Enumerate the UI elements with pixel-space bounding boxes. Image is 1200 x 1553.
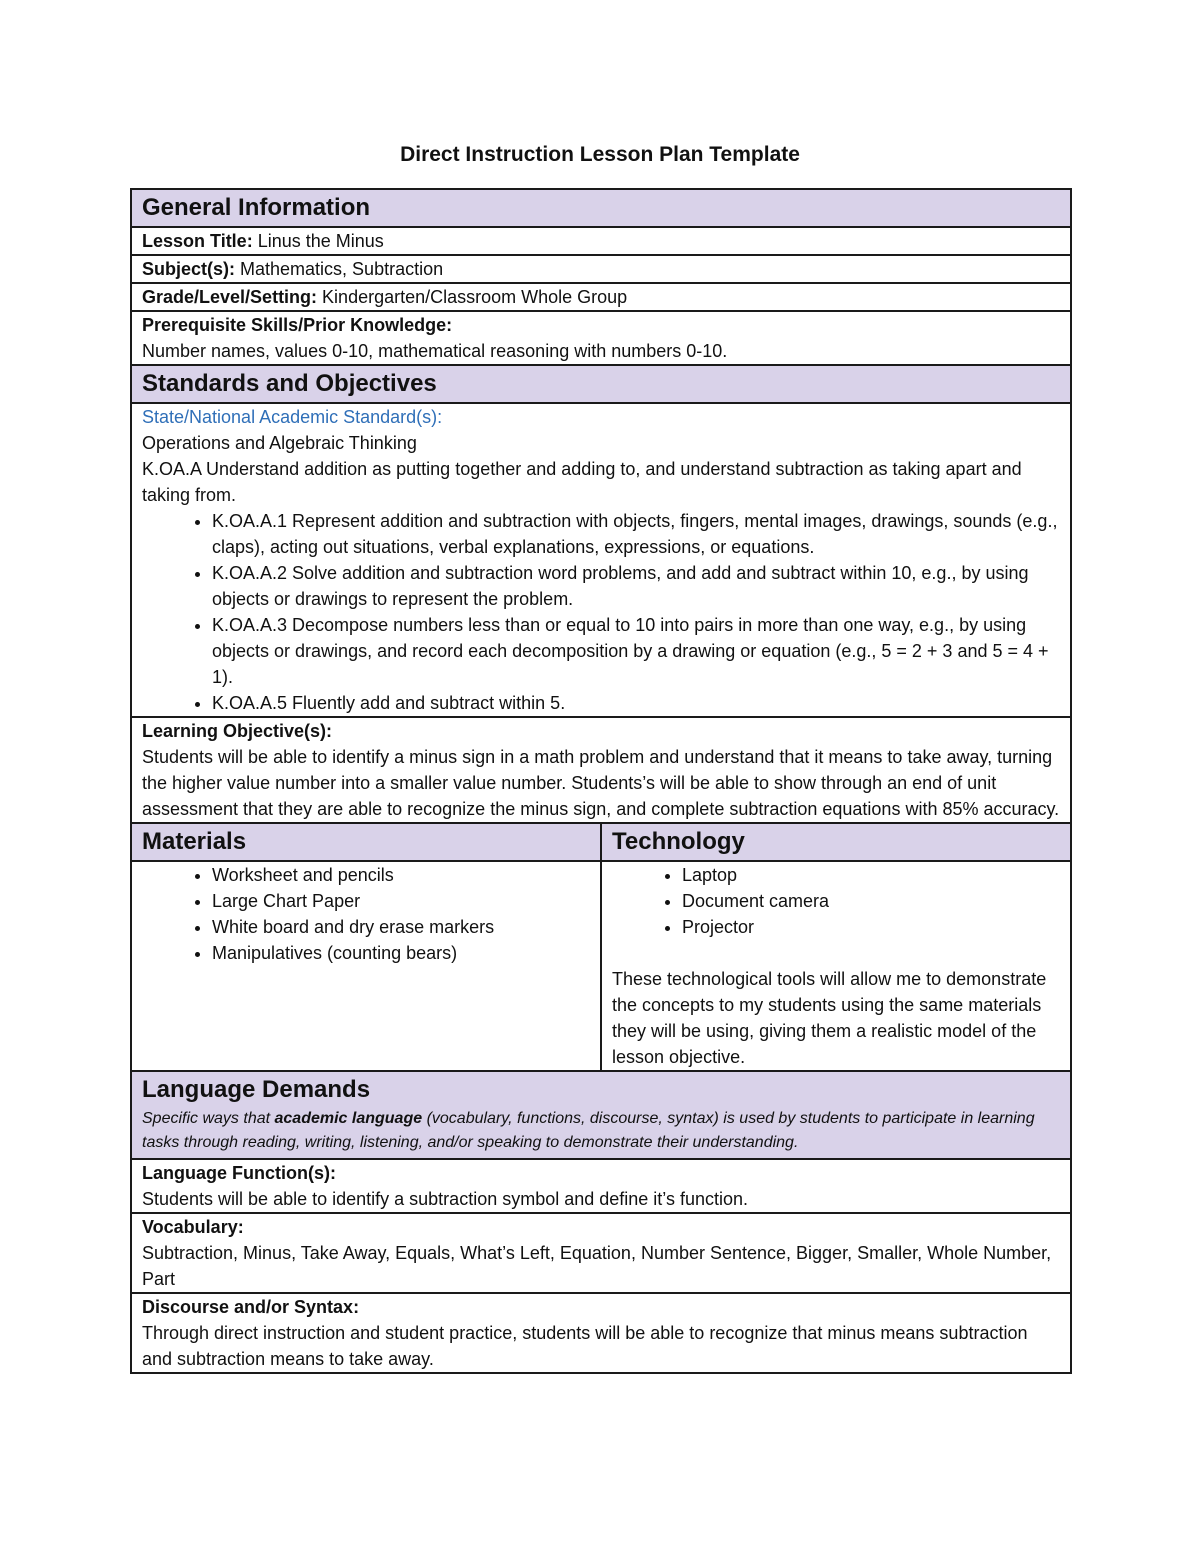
standards-heading: Standards and Objectives (131, 365, 1071, 403)
list-item: • K.OA.A.2 Solve addition and subtraction word problems, and add and subtract within 10, e.g., by using objects or drawings to represent the problem. (212, 560, 1060, 612)
list-item: • Projector (682, 914, 1060, 940)
grade-value: Kindergarten/Classroom Whole Group (317, 287, 628, 307)
materials-list (142, 862, 590, 966)
list-item: • Manipulatives (counting bears) (212, 940, 590, 966)
subjects-row (131, 255, 1071, 283)
prerequisite-value: Number names, values 0-10, mathematical reasoning with numbers 0-10. (142, 341, 728, 361)
vocabulary-label: Vocabulary: (142, 1217, 244, 1237)
materials-cell (131, 861, 601, 1071)
standards-domain: Operations and Algebraic Thinking (142, 433, 417, 453)
technology-cell (601, 861, 1071, 1071)
standards-list (142, 508, 1060, 716)
list-item: • K.OA.A.3 Decompose numbers less than or equal to 10 into pairs in more than one way, e.g., by using objects or drawings, and record each decomposition by a drawing or equation (e.g., 5 = 2 + 3 and 5 = 4 + 1). (212, 612, 1060, 690)
grade-row (131, 283, 1071, 311)
language-function-label: Language Function(s): (142, 1163, 336, 1183)
discourse-label: Discourse and/or Syntax: (142, 1297, 360, 1317)
vocabulary-row (131, 1213, 1071, 1293)
lesson-title-label: Lesson Title: (142, 231, 253, 251)
academic-standards-row (131, 403, 1071, 717)
materials-technology-row (131, 861, 1071, 1071)
list-item: • Large Chart Paper (212, 888, 590, 914)
learning-objective-value: Students will be able to identify a minus sign in a math problem and understand that it means to take away, turning the higher value number into a smaller value number. Students’s will be able to show through an end of unit assessment that they are able to recognize the minus sign, and complete subtraction equations with 85% accuracy. (142, 747, 1060, 819)
standards-header-row (131, 365, 1071, 403)
discourse-value: Through direct instruction and student practice, students will be able to recognize that minus means subtraction and subtraction means to take away. (142, 1323, 1028, 1369)
list-item: • Document camera (682, 888, 1060, 914)
technology-heading: Technology (601, 823, 1071, 861)
list-item: • Laptop (682, 862, 1060, 888)
lesson-title-row (131, 227, 1071, 255)
language-demands-heading: Language Demands (142, 1076, 371, 1103)
learning-objective-label: Learning Objective(s): (142, 721, 333, 741)
list-item: • Worksheet and pencils (212, 862, 590, 888)
vocabulary-value: Subtraction, Minus, Take Away, Equals, What’s Left, Equation, Number Sentence, Bigger, Smaller, Whole Number, Part (142, 1243, 1052, 1289)
language-demands-header-row (131, 1071, 1071, 1159)
subjects-value: Mathematics, Subtraction (235, 259, 444, 279)
grade-label: Grade/Level/Setting: (142, 287, 318, 307)
lesson-title-value: Linus the Minus (252, 231, 384, 251)
academic-standards-label: State/National Academic Standard(s): (142, 407, 443, 427)
technology-note: These technological tools will allow me to demonstrate the concepts to my students using the same materials they will be using, giving them a realistic model of the lesson objective. (612, 969, 1047, 1067)
document-title: Direct Instruction Lesson Plan Template (400, 143, 800, 166)
prerequisite-label: Prerequisite Skills/Prior Knowledge: (142, 315, 453, 335)
learning-objective-row (131, 717, 1071, 823)
general-information-heading: General Information (131, 189, 1071, 227)
list-item: • White board and dry erase markers (212, 914, 590, 940)
list-item: • K.OA.A.1 Represent addition and subtraction with objects, fingers, mental images, drawings, sounds (e.g., claps), acting out situations, verbal explanations, expressions, or equations. (212, 508, 1060, 560)
subjects-label: Subject(s): (142, 259, 236, 279)
language-function-row (131, 1159, 1071, 1213)
materials-heading: Materials (131, 823, 601, 861)
materials-technology-header-row (131, 823, 1071, 861)
technology-list (612, 862, 1060, 940)
discourse-row (131, 1293, 1071, 1373)
list-item: • K.OA.A.5 Fluently add and subtract within 5. (212, 690, 1060, 716)
general-information-header-row (131, 189, 1071, 227)
prerequisite-row (131, 311, 1071, 365)
language-function-value: Students will be able to identify a subtraction symbol and define it’s function. (142, 1189, 749, 1209)
standards-cluster: K.OA.A Understand addition as putting together and adding to, and understand subtraction as taking apart and taking from. (142, 459, 1022, 505)
lesson-plan-table (130, 188, 1072, 1374)
language-demands-description: Specific ways that academic language (vocabulary, functions, discourse, syntax) is used by students to participate in learning tasks through reading, writing, listening, and/or speaking to demonstrate their understanding. (142, 1110, 1035, 1151)
